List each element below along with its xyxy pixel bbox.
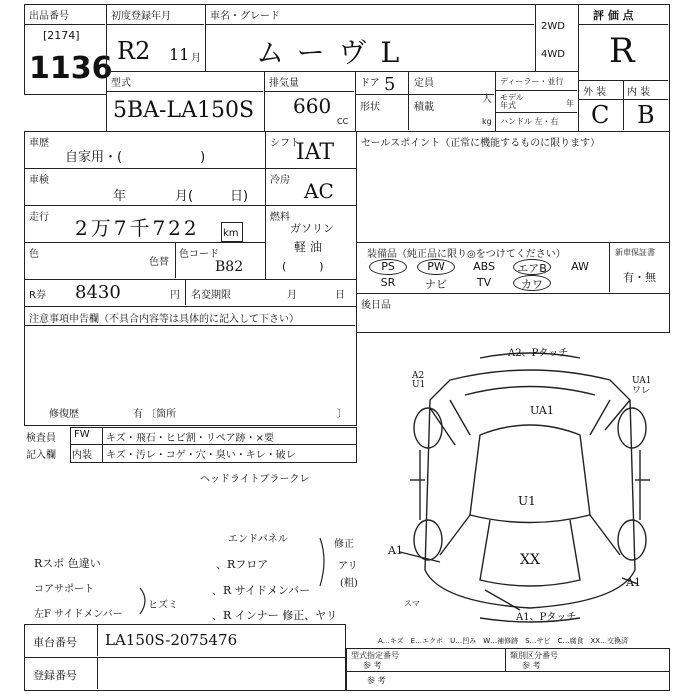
km-unit: km	[223, 228, 239, 239]
warranty-value: 有・無	[623, 271, 656, 284]
class-number-label: 類別区分番号	[510, 651, 558, 660]
equipment-item: ABS	[473, 260, 495, 273]
exterior-grade: C	[591, 101, 610, 129]
inspection-label: 車検	[29, 175, 49, 186]
equipment-title: 装備品（純正品に限り◎をつけてください）	[367, 249, 566, 260]
class-number-cell	[505, 648, 670, 672]
extra-items-label: 後日品	[361, 300, 391, 311]
interior-check-label: 内装	[72, 450, 92, 461]
overall-grade: R	[609, 31, 635, 71]
first-reg-label: 初度登録年月	[111, 11, 171, 22]
repair-close: 〕	[337, 409, 347, 420]
sales-point-title: セールスポイント（正常に機能するものに限ります）	[361, 138, 601, 149]
fuel-other: ( )	[282, 260, 324, 273]
ac-value: AC	[304, 179, 334, 203]
repair-label: 修復歴	[49, 409, 79, 420]
drive-4wd: 4WD	[541, 49, 565, 60]
interior-label: 内 装	[627, 87, 651, 98]
fw-label: FW	[74, 429, 90, 440]
diagram-a1-ptouch: A1、Pタッチ	[516, 612, 577, 623]
color-label: 色	[29, 249, 39, 260]
displacement: 660	[293, 94, 332, 118]
shift-value: IAT	[296, 140, 335, 165]
checker-row-1: キズ・飛石・ヒビ割・リペア跡・×要	[106, 433, 274, 444]
auction-number: [2174]	[43, 29, 80, 42]
note-headlight: ヘッドライトブラークレ	[200, 474, 310, 485]
displacement-label: 排気量	[269, 78, 299, 89]
doors-label: ドア	[360, 78, 380, 89]
spec-ref: 参 考	[363, 661, 382, 670]
name-change-month: 月	[287, 290, 297, 301]
dealer-label: ディーラー・並行	[500, 77, 564, 86]
drive-2wd: 2WD	[541, 21, 565, 32]
shift-label: シフト	[270, 138, 300, 149]
equipment-item: エアB	[517, 262, 547, 275]
bottom-ref-cell	[346, 671, 670, 691]
lot-label: 出品番号	[29, 11, 69, 22]
mileage-value: 2万7千722	[75, 216, 200, 240]
inspector-label: 検査員	[26, 433, 56, 444]
writer-label: 記入欄	[26, 450, 56, 461]
inspection-day: 日)	[230, 189, 249, 204]
diagram-a2-ptouch: A2、Pタッチ	[508, 348, 569, 359]
name-change-label: 名変期限	[191, 290, 231, 301]
first-reg-year: R2	[117, 37, 151, 65]
note-left-side: 左F サイドメンバー	[34, 609, 123, 620]
name-change-day: 日	[335, 290, 345, 301]
registration-label: 登録番号	[33, 669, 77, 682]
model-year-label: モデル 年式	[500, 93, 524, 110]
equipment-item: ナビ	[425, 278, 447, 291]
equipment-item: カワ	[521, 278, 543, 291]
repair-value: 有 〔箇所	[133, 409, 177, 420]
fuel-diesel: 軽 油	[294, 240, 322, 254]
diagram-u1: U1	[518, 494, 536, 508]
checker-row-2: キズ・汚レ・コゲ・穴・臭い・キレ・破レ	[106, 450, 296, 461]
note-fix: 修正	[334, 539, 354, 550]
kg-unit: kg	[482, 117, 492, 126]
history-label: 車歴	[29, 138, 49, 149]
color-code-label: 色コード	[179, 249, 219, 260]
bottom-ref: 参 考	[367, 676, 386, 685]
diagram-a1-right: A1	[626, 576, 641, 589]
chassis-number: LA150S-2075476	[105, 631, 238, 649]
note-r-side: 、R サイドメンバー	[212, 584, 311, 597]
person-unit: 人	[482, 94, 492, 105]
note-end-panel: エンドパネル	[228, 534, 288, 545]
fuel-gasoline: ガソリン	[290, 222, 334, 235]
history-value: 自家用・( )	[65, 150, 206, 165]
note-core-support: コアサポート	[34, 584, 94, 595]
diagram-a2-u1: A2 U1	[412, 371, 426, 390]
handle-label: ハンドル 左・右	[500, 117, 559, 126]
equipment-item: TV	[476, 276, 492, 289]
registration-cell	[24, 657, 346, 691]
diagram-xx: XX	[520, 552, 540, 568]
car-name-label: 車名・グレード	[210, 11, 280, 22]
color-code: B82	[215, 259, 244, 275]
diagram-a1-left: A1	[388, 544, 403, 557]
inspection-year: 年	[113, 189, 127, 204]
grade-label: 評 価 点	[593, 9, 634, 22]
month-unit: 月	[191, 53, 201, 64]
spec-number-cell	[346, 648, 506, 672]
mileage-label: 走行	[29, 212, 49, 223]
year-unit: 年	[566, 99, 574, 108]
spec-number-label: 型式指定番号	[351, 651, 399, 660]
cc-unit: CC	[337, 117, 349, 126]
exterior-label: 外 装	[583, 87, 607, 98]
doors-value: 5	[384, 74, 396, 95]
warranty-label: 新車保証書	[615, 248, 655, 257]
model-label: 型式	[111, 78, 131, 89]
class-ref: 参 考	[522, 661, 541, 670]
notes-title: 注意事項申告欄（不具合内容等は具体的に記入して下さい）	[29, 314, 299, 325]
chassis-label: 車台番号	[33, 636, 77, 649]
yen-unit: 円	[170, 290, 180, 301]
equipment-item: SR	[380, 276, 396, 289]
note-r-inner: 、R インナー 修正、ヤリ	[212, 609, 338, 622]
chassis-cell	[24, 624, 346, 658]
equipment-item: PW	[427, 260, 445, 273]
note-sozai: (粗)	[340, 578, 358, 589]
model-code: 5BA-LA150S	[113, 98, 255, 123]
note-r-sport: Rスポ 色違い	[34, 557, 101, 570]
diagram-suma: スマ	[404, 599, 420, 608]
interior-grade: B	[637, 101, 655, 129]
inspection-month: 月(	[175, 189, 194, 204]
ac-label: 冷房	[270, 175, 290, 186]
note-hizumi: ヒズミ	[148, 600, 178, 611]
recycle-label: R券	[29, 290, 46, 301]
load-label: 積載	[414, 102, 434, 113]
damage-legend: A…キズ E…エクボ U…凹み W…補修跡 S…サビ C…腐食 XX…交換済	[378, 637, 629, 645]
diagram-ua1: UA1	[530, 404, 554, 417]
lot-number: 1136	[29, 51, 113, 86]
color-change-label: 色替	[149, 257, 169, 268]
recycle-value: 8430	[75, 282, 121, 303]
capacity-label: 定員	[414, 78, 434, 89]
equipment-item: PS	[381, 260, 395, 273]
diagram-ua1-ware: UA1 ワレ	[632, 376, 652, 396]
shape-label: 形状	[360, 102, 380, 113]
car-name: ムーヴL	[256, 36, 414, 69]
fuel-label: 燃料	[270, 212, 290, 223]
equipment-item: AW	[571, 260, 589, 273]
first-reg-month: 11	[169, 45, 190, 64]
note-r-pillar: 、Rフロア	[216, 558, 269, 571]
note-ari: アリ	[338, 561, 358, 572]
